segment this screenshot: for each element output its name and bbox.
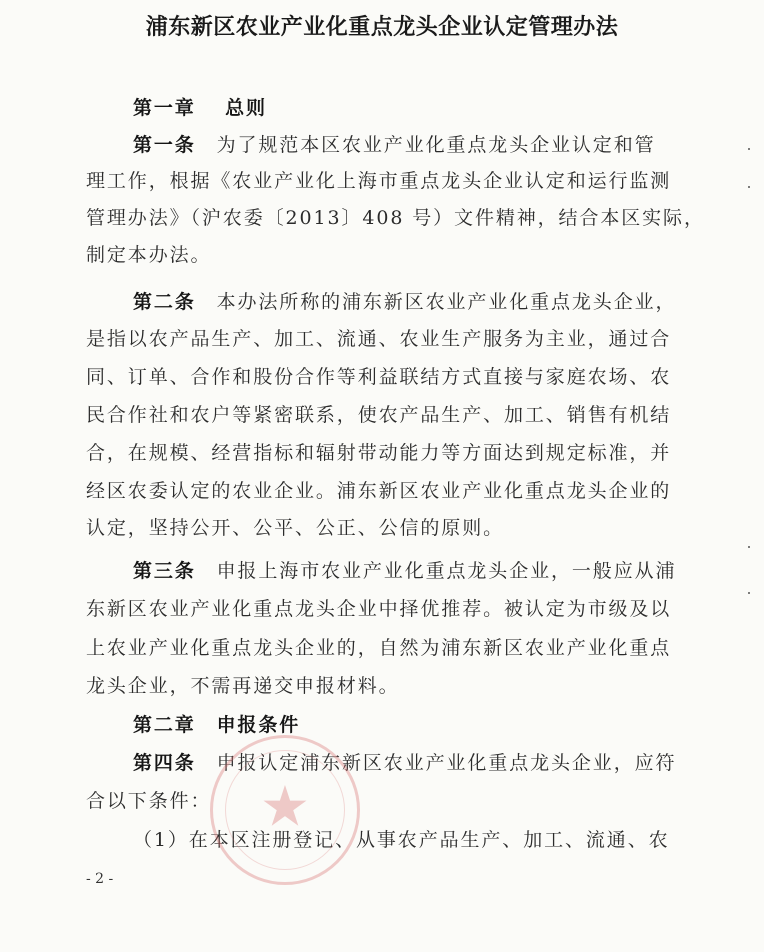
article-2-line-3: 同、订单、合作和股份合作等利益联结方式直接与家庭农场、农 <box>86 366 672 388</box>
page-number: - 2 - <box>86 871 114 887</box>
seal-star-icon: ★ <box>259 774 311 840</box>
scan-speck <box>748 186 750 188</box>
article-3-line-4: 龙头企业，不需再递交申报材料。 <box>86 675 400 697</box>
article-1-label: 第一条 <box>133 134 196 156</box>
article-1-line-3: 管理办法》（沪农委〔2013〕408 号）文件精神，结合本区实际， <box>86 207 705 229</box>
article-2-line-1: 第二条 本办法所称的浦东新区农业产业化重点龙头企业， <box>133 291 677 313</box>
scan-speck <box>748 546 750 548</box>
article-3-line-3: 上农业产业化重点龙头企业的，自然为浦东新区农业产业化重点 <box>86 637 672 659</box>
article-1-line-1: 第一条 为了规范本区农业产业化重点龙头企业认定和管 <box>133 134 656 156</box>
article-2-line-6: 经区农委认定的农业企业。浦东新区农业产业化重点龙头企业的 <box>86 480 672 502</box>
article-2-line-7: 认定，坚持公开、公平、公正、公信的原则。 <box>86 517 505 539</box>
scan-speck <box>748 592 750 594</box>
article-4-label: 第四条 <box>133 752 196 774</box>
article-4-line-1: 第四条 申报认定浦东新区农业产业化重点龙头企业，应符 <box>133 752 677 774</box>
official-seal <box>210 735 360 885</box>
article-2-line-4: 民合作社和农户等紧密联系，使农产品生产、加工、销售有机结 <box>86 404 672 426</box>
article-3-line-1: 第三条 申报上海市农业产业化重点龙头企业，一般应从浦 <box>133 560 677 582</box>
article-1-line-4: 制定本办法。 <box>86 244 212 266</box>
scan-speck <box>748 148 750 150</box>
article-1-line-2: 理工作，根据《农业产业化上海市重点龙头企业认定和运行监测 <box>86 170 672 192</box>
article-2-label: 第二条 <box>133 291 196 313</box>
article-3-line-2: 东新区农业产业化重点龙头企业中择优推荐。被认定为市级及以 <box>86 598 672 620</box>
chapter-2-heading: 第二章 申报条件 <box>133 714 301 736</box>
article-2-line-2: 是指以农产品生产、加工、流通、农业生产服务为主业，通过合 <box>86 328 672 350</box>
article-3-label: 第三条 <box>133 560 196 582</box>
document-title: 浦东新区农业产业化重点龙头企业认定管理办法 <box>145 14 619 40</box>
article-4-line-2: 合以下条件： <box>86 790 212 812</box>
chapter-1-heading: 第一章 总则 <box>133 97 267 119</box>
article-2-line-5: 合，在规模、经营指标和辐射带动能力等方面达到规定标准，并 <box>86 442 672 464</box>
item-1-line: （1）在本区注册登记、从事农产品生产、加工、流通、农 <box>133 829 670 851</box>
